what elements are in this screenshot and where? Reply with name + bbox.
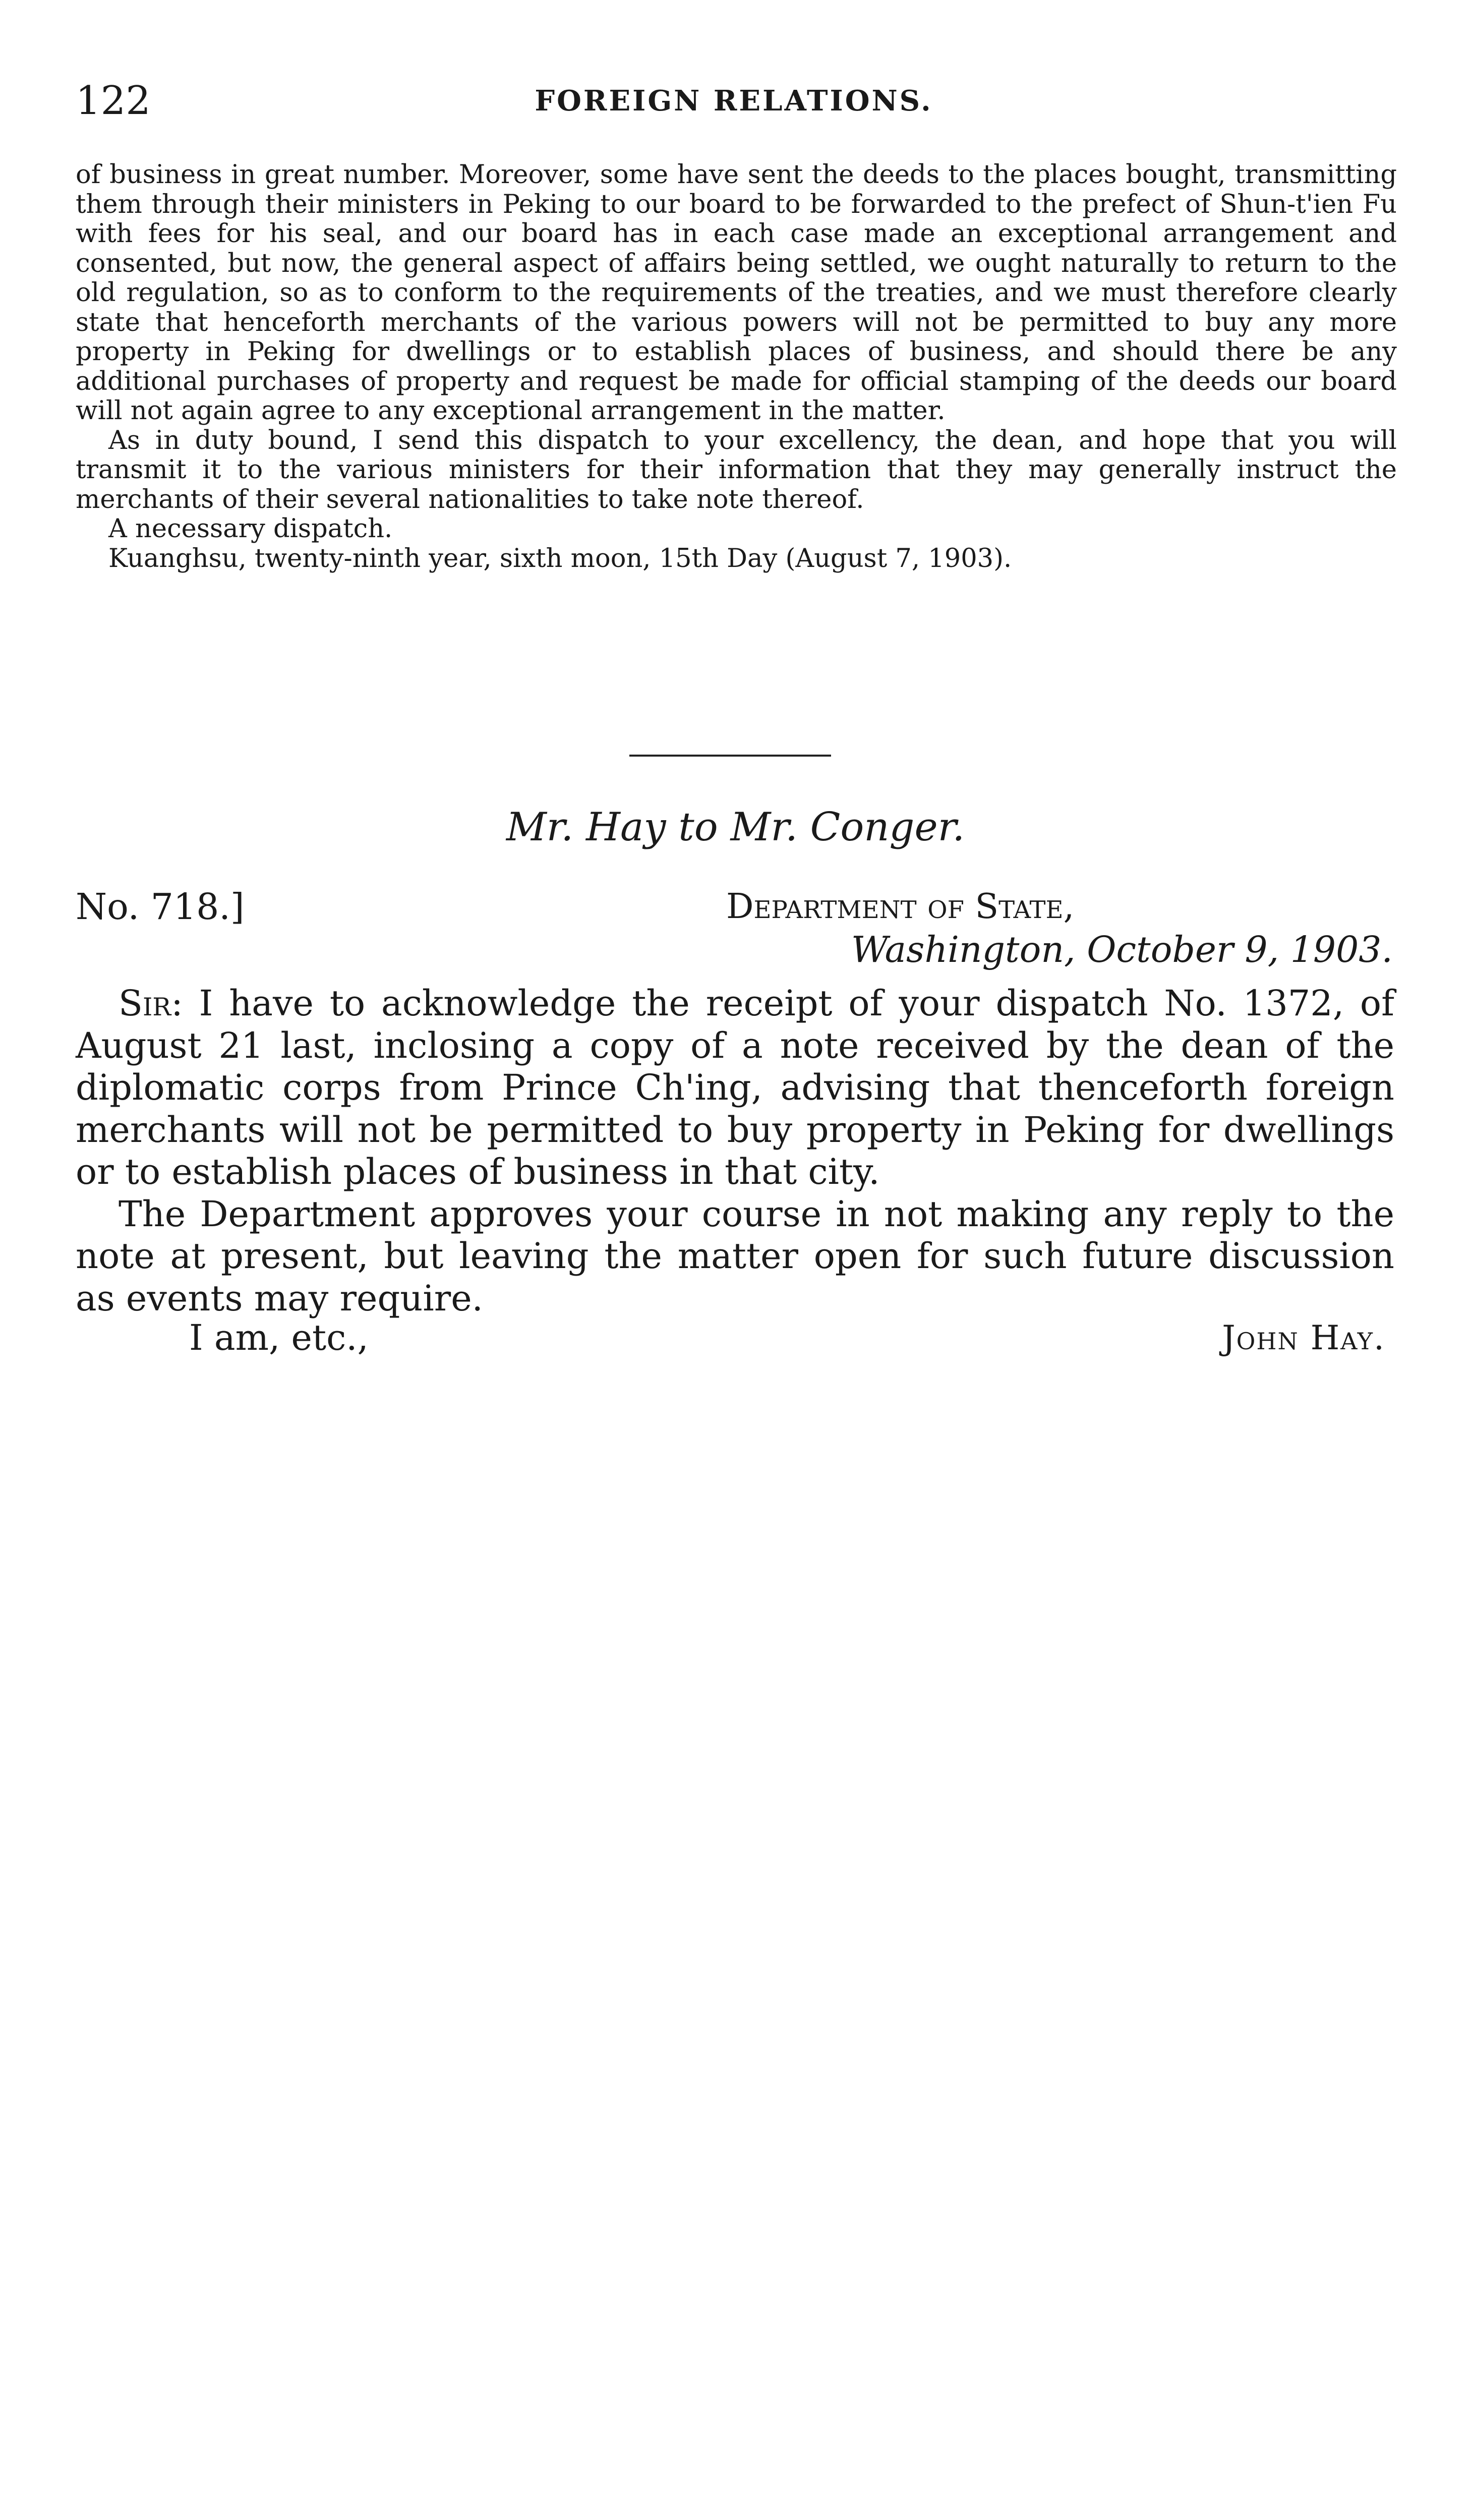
closing-line: I am, etc., (189, 1317, 369, 1358)
department-heading: Department of State, (726, 887, 1075, 927)
place-and-date: Washington, October 9, 1903. (851, 929, 1393, 970)
letter-title: Mr. Hay to Mr. Conger. (506, 805, 965, 850)
letter-paragraph-1-text: : I have to acknowledge the receipt of your dispatch No. 1372, of August 21 last, inclosing a copy of a note received by the dean of the diplomatic corps from Prince Ch'ing, advising that thenceforth foreign merchants will not be permitted to buy property in Peking for dwellings or to establish places of business in that city. (76, 983, 1394, 1192)
page-header (76, 76, 1392, 126)
continued-paragraph-4: Kuanghsu, twenty-ninth year, sixth moon, 15th Day (August 7, 1903). (108, 543, 1012, 574)
section-divider-rule (629, 755, 831, 757)
salutation: Sir (119, 983, 171, 1024)
signature: John Hay. (1222, 1319, 1385, 1357)
running-head: FOREIGN RELATIONS. (535, 84, 933, 118)
letter-paragraph-1 (76, 983, 1394, 1193)
continued-dispatch-body (76, 160, 1397, 574)
page-number: 122 (76, 78, 151, 124)
dispatch-number: No. 718.] (76, 886, 245, 928)
continued-paragraph-1: of business in great number. Moreover, some have sent the deeds to the places bought, transmitting them through their ministers in Peking to our board to be forwarded to the prefect of Shun-t'ien Fu with fees for his seal, and our board has in each case made an exceptional arrangement and consented, but now, the general aspect of affairs being settled, we ought naturally to return to the old regulation, so as to conform to the requirements of the treaties, and we must therefore clearly state that henceforth merchants of the various powers will not be permitted to buy any more property in Peking for dwellings or to establish places of business, and should there be any additional purchases of property and request be made for official stamping of the deeds our board will not again agree to any exceptional arrangement in the matter. (76, 160, 1397, 426)
letter-paragraph-2: The Department approves your course in not making any reply to the note at present, but leaving the matter open for such future discussion as events may require. (76, 1193, 1394, 1319)
continued-paragraph-2: As in duty bound, I send this dispatch to your excellency, the dean, and hope that you will transmit it to the various ministers for their information that they may generally instruct the merchants of their several nationalities to take note thereof. (76, 425, 1397, 514)
letter-body (76, 983, 1394, 1320)
continued-paragraph-3: A necessary dispatch. (108, 514, 393, 544)
